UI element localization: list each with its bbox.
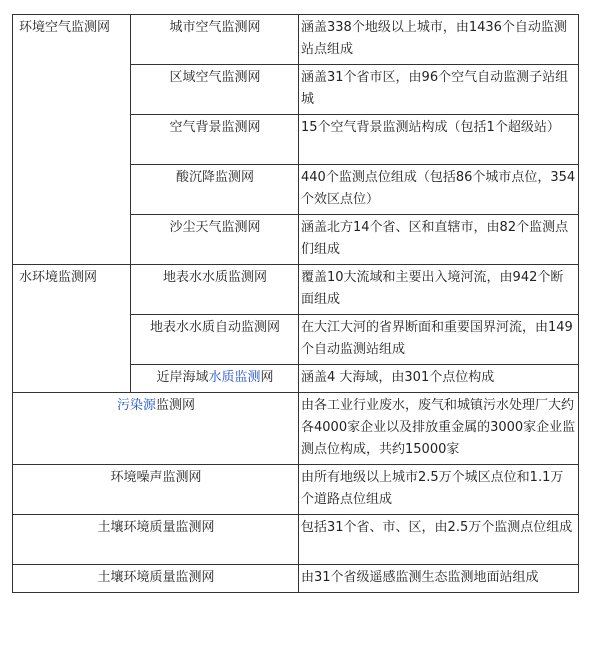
subnetwork-name: 区域空气监测网 xyxy=(131,65,299,115)
subnetwork-description: 覆盖10大流域和主要出入境河流，由942个断面组成 xyxy=(299,265,579,315)
network-name: 土壤环境质量监测网 xyxy=(13,515,299,565)
subnetwork-name-suffix: 网 xyxy=(260,370,274,385)
table-row xyxy=(13,565,579,593)
subnetwork-description: 涵盖4 大海域，由301个点位构成 xyxy=(299,365,579,393)
network-name: 土壤环境质量监测网 xyxy=(13,565,299,593)
network-description: 由31个省级遥感监测生态监测地面站组成 xyxy=(299,565,579,593)
table-row xyxy=(13,15,579,65)
category-air: 环境空气监测网 xyxy=(13,15,131,265)
network-name: 环境噪声监测网 xyxy=(13,465,299,515)
network-description: 由各工业行业废水，废气和城镇污水处理厂大约各4000家企业以及排放重金属的3000家企业监测点位构成，共约15000家 xyxy=(299,393,579,465)
network-description: 包括31个省、市、区，由2.5万个监测点位组成 xyxy=(299,515,579,565)
monitoring-network-table xyxy=(12,14,579,593)
subnetwork-description: 440个监测点位组成（包括86个城市点位，354个效区点位） xyxy=(299,165,579,215)
subnetwork-name: 酸沉降监测网 xyxy=(131,165,299,215)
subnetwork-description: 在大江大河的省界断面和重要国界河流，由149个自动监测站组成 xyxy=(299,315,579,365)
subnetwork-description: 涵盖北方14个省、区和直辖市，由82个监测点们组成 xyxy=(299,215,579,265)
category-water: 水环境监测网 xyxy=(13,265,131,393)
subnetwork-name: 空气背景监测网 xyxy=(131,115,299,165)
pollution-source-link[interactable]: 污染源 xyxy=(116,398,156,413)
subnetwork-description: 15个空气背景监测站构成（包括1个超级站） xyxy=(299,115,579,165)
subnetwork-name: 地表水水质自动监测网 xyxy=(131,315,299,365)
table-row xyxy=(13,515,579,565)
subnetwork-name xyxy=(131,365,299,393)
subnetwork-name-prefix: 近岸海域 xyxy=(156,370,209,385)
table-row xyxy=(13,265,579,315)
subnetwork-name: 城市空气监测网 xyxy=(131,15,299,65)
network-description: 由所有地级以上城市2.5万个城区点位和1.1万个道路点位组成 xyxy=(299,465,579,515)
table-row xyxy=(13,465,579,515)
subnetwork-name: 地表水水质监测网 xyxy=(131,265,299,315)
table-row xyxy=(13,393,579,465)
subnetwork-description: 涵盖338个地级以上城市，由1436个自动监测站点组成 xyxy=(299,15,579,65)
network-name xyxy=(13,393,299,465)
water-quality-monitoring-link[interactable]: 水质监测 xyxy=(208,370,261,385)
subnetwork-description: 涵盖31个省市区，由96个空气自动监测子站组城 xyxy=(299,65,579,115)
network-name-suffix: 监测网 xyxy=(156,398,196,413)
subnetwork-name: 沙尘天气监测网 xyxy=(131,215,299,265)
